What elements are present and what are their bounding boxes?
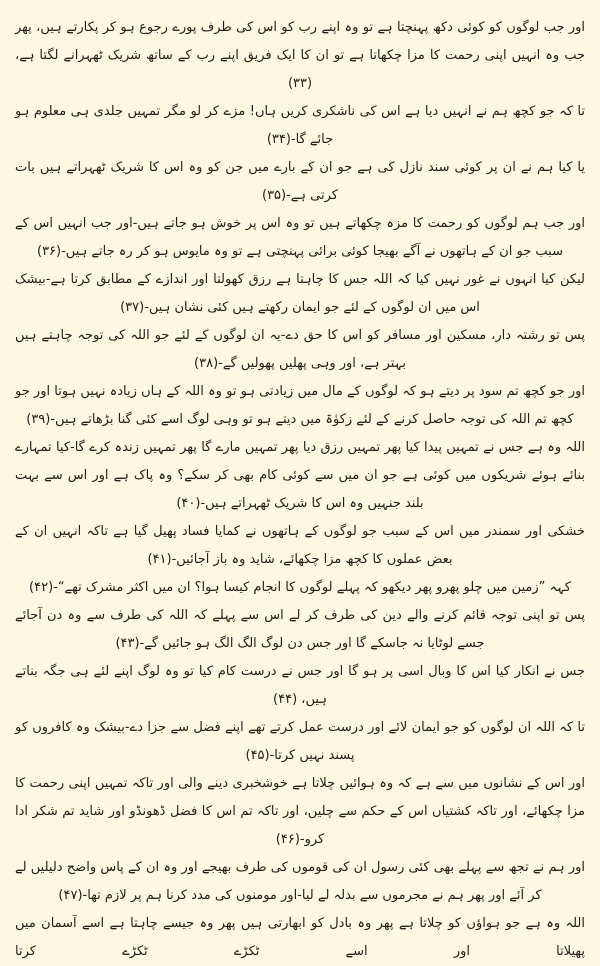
verse-46: اور اس کے نشانوں میں سے ہے کہ وہ ہوائیں چلاتا ہے خوشخبری دینے والی اور تاکہ تمہیں اپنی رحمت کا مزا چکھائے، اور تاکہ کشتیاں اس کے حکم سے چلیں، اور تاکہ تم اس کا فضل ڈھونڈو اور شاید تم شکر ادا کرو-(۴۶): [15, 776, 585, 847]
verse-42: کہہ ”زمین میں چلو پھرو پھر دیکھو کہ پہلے لوگوں کا انجام کیسا ہوا؟ ان میں اکثر مشرک تھے“-(۴۲): [29, 580, 571, 595]
verse-45: تا کہ اللہ ان لوگوں کو جو ایمان لائے اور درست عمل کرتے تھے اپنے فضل سے جزا دے-بیشک وہ کافروں کو پسند نہیں کرتا-(۴۵): [15, 720, 585, 763]
verse-37: لیکن کیا انہوں نے غور نہیں کیا کہ اللہ جس کا چاہتا ہے رزق کھولتا اور اندازے کے مطابق کرتا ہے-بیشک اس میں ان لوگوں کے لئے جو ایمان رکھتے ہیں کئی نشان ہیں-(۳۷): [15, 272, 585, 315]
verse-48-partial: اللہ وہ ہے جو ہواؤں کو چلاتا ہے پھر وہ بادل کو ابھارتی ہیں پھر وہ جیسے چاہتا ہے اسے آسمان میں پھیلاتا اور اسے ٹکڑے ٹکڑے کرتا: [15, 916, 585, 959]
verse-40: اللہ وہ ہے جس نے تمہیں پیدا کیا پھر تمہیں رزق دیا پھر تمہیں مارے گا پھر تمہیں زندہ کرے گا-کیا تمہارے بنائے ہوئے شریکوں میں کوئی ہے جو ان میں سے کوئی کام بھی کر سکے؟ وہ پاک ہے اور اس سے بہت بلند جنہیں وہ اس کا شریک ٹھہراتے ہیں-(۴۰): [15, 440, 585, 511]
verse-34: تا کہ جو کچھ ہم نے انہیں دیا ہے اس کی ناشکری کریں ہاں! مزے کر لو مگر تمہیں جلدی ہی معلوم ہو جائے گا-(۳۴): [15, 104, 585, 147]
verse-39: اور جو کچھ تم سود پر دیتے ہو کہ لوگوں کے مال میں زیادتی ہو تو وہ اللہ کے ہاں زیادہ نہیں ہوتا اور جو کچھ تم اللہ کی توجہ حاصل کرنے کے لئے زکوٰۃ میں دیتے ہو تو وہی لوگ اسے کئی گنا بڑھاتے ہیں-(۳۹): [15, 384, 585, 427]
verse-36: اور جب ہم لوگوں کو رحمت کا مزہ چکھاتے ہیں تو وہ اس پر خوش ہو جاتے ہیں-اور جب انہیں اس کے سبب جو ان کے ہاتھوں نے آگے بھیجا کوئی برائی پہنچتی ہے تو وہ مایوس ہو کر رہ جاتے ہیں-(۳۶): [15, 216, 585, 259]
verse-44: جس نے انکار کیا اس کا وبال اسی پر ہو گا اور جس نے درست کام کیا تو وہ لوگ اپنے لئے ہی جگہ بناتے ہیں، (۴۴): [15, 664, 585, 707]
verse-43: پس تو اپنی توجہ قائم کرنے والے دین کی طرف کر لے اس سے پہلے کہ اللہ کی طرف سے وہ دن آجائے جسے لوٹایا نہ جاسکے گا اور جس دن لوگ الگ الگ ہو جائیں گے-(۴۳): [15, 608, 585, 651]
verse-47: اور ہم نے تجھ سے پہلے بھی کئی رسول ان کی قوموں کی طرف بھیجے اور وہ ان کے پاس واضح دلیلیں لے کر آئے اور پھر ہم نے مجرموں سے بدلہ لے لیا-اور مومنوں کی مدد کرنا ہم پر لازم تھا-(۴۷): [15, 860, 585, 903]
verse-38: پس تو رشتہ دار، مسکین اور مسافر کو اس کا حق دے-یہ ان لوگوں کے لئے جو اللہ کی توجہ چاہتے ہیں بہتر ہے، اور وہی پھلیں پھولیں گے-(۳۸): [15, 328, 585, 371]
verse-35: یا کیا ہم نے ان پر کوئی سند نازل کی ہے جو ان کے بارے میں جن کو وہ اس کا شریک ٹھہراتے ہیں بات کرتی ہے-(۳۵): [15, 160, 585, 203]
verse-33: اور جب لوگوں کو کوئی دکھ پہنچتا ہے تو وہ اپنے رب کو اس کی طرف پورے رجوع ہو کر پکارتے ہیں، پھر جب وہ انہیں اپنی رحمت کا مزا چکھاتا ہے تو ان کا ایک فریق اپنے رب کے ساتھ شریک ٹھہرانے لگتا ہے، (۳۳): [15, 20, 585, 91]
verse-41: خشکی اور سمندر میں اس کے سبب جو لوگوں کے ہاتھوں نے کمایا فساد پھیل گیا ہے تاکہ انہیں ان کے بعض عملوں کا کچھ مزا چکھائے، شاید وہ باز آجائیں-(۴۱): [15, 524, 585, 567]
